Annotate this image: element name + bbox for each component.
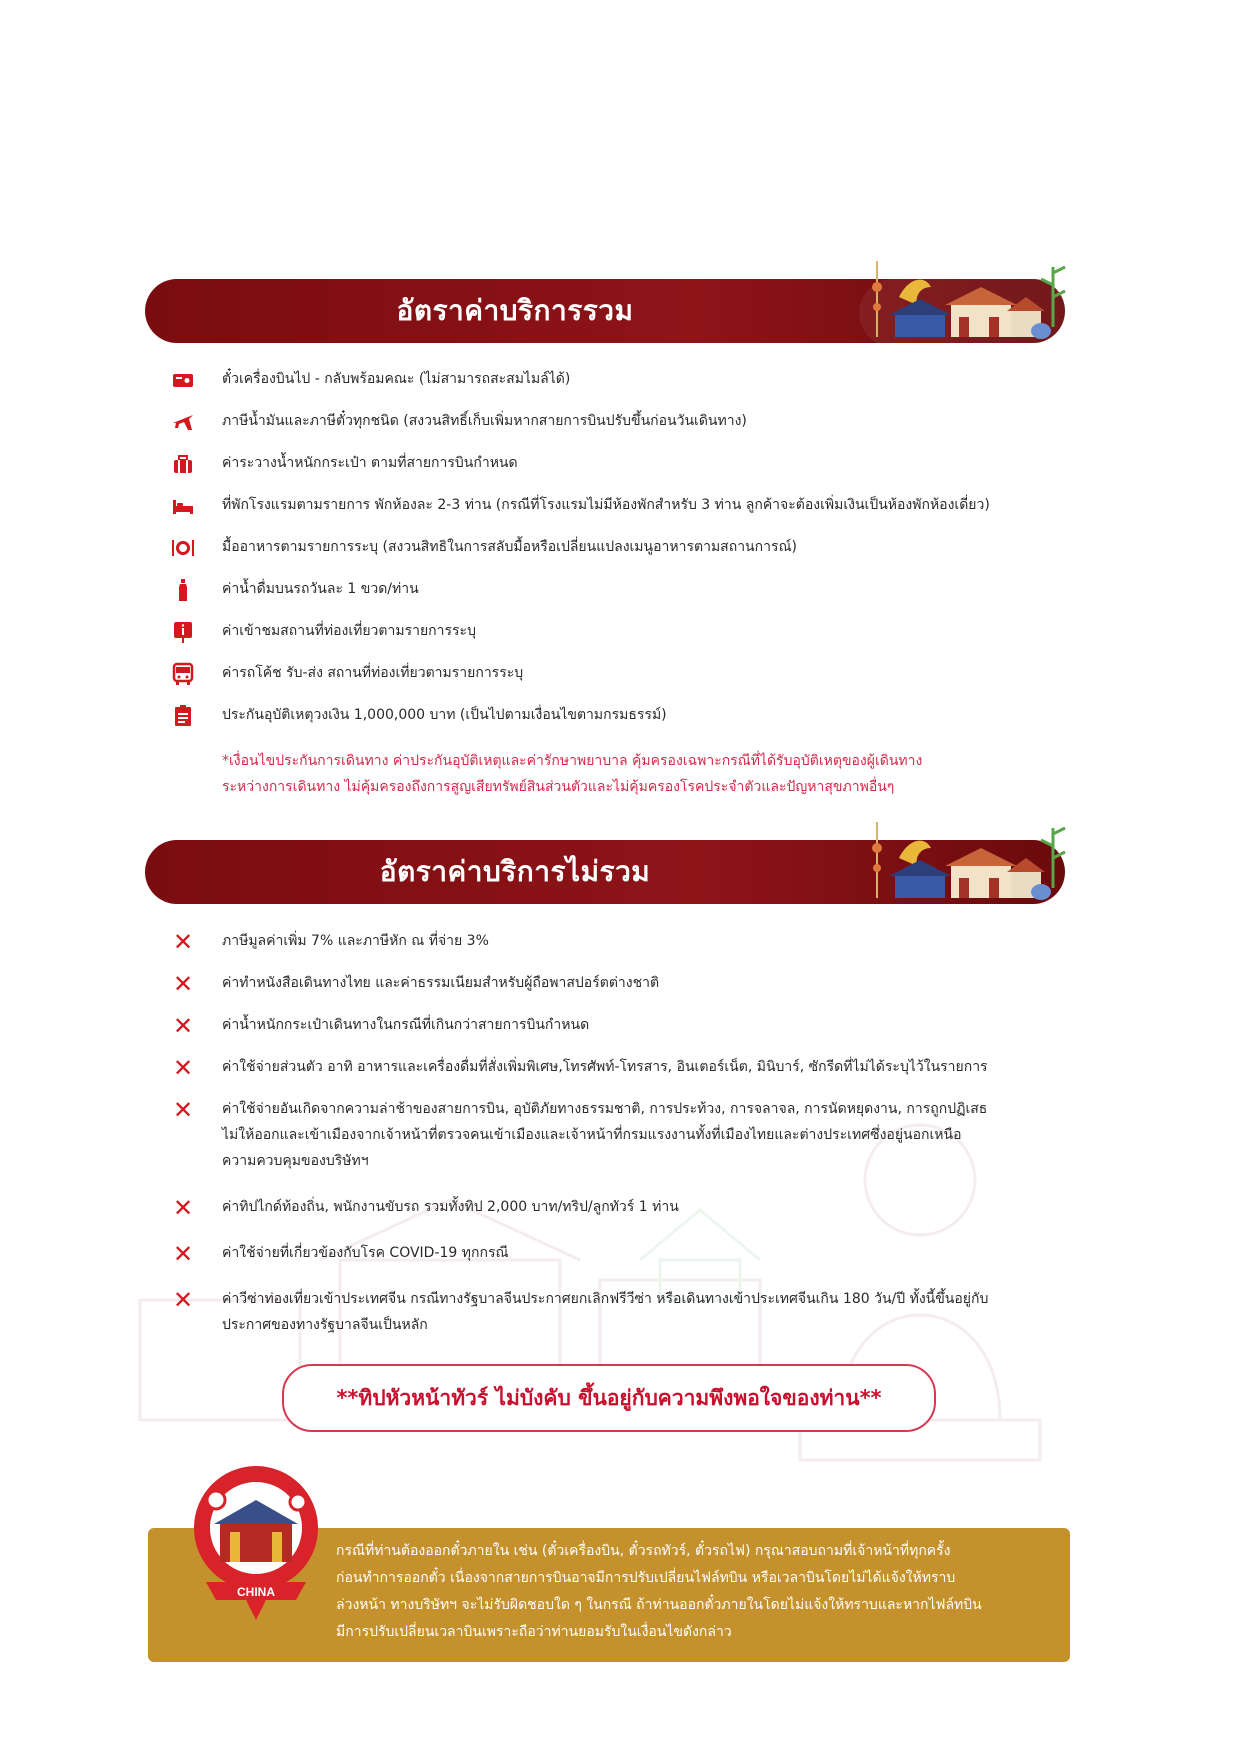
footer-line: ก่อนทำการออกตั๋ว เนื่องจากสายการบินอาจมีการปรับเปลี่ยนไฟล์ทบิน หรือเวลาบินโดยไม่ได้แจ้งให้ทราบ — [336, 1570, 956, 1586]
cross-icon: ✕ — [172, 1194, 194, 1222]
list-item — [170, 366, 1050, 392]
luggage-icon — [170, 452, 196, 476]
item-text: ค่าเข้าชมสถานที่ท่องเที่ยวตามรายการระบุ — [222, 623, 476, 639]
list-item — [170, 660, 1050, 686]
tip-notice-text: **ทิปหัวหน้าทัวร์ ไม่บังคับ ขึ้นอยู่กับความพึงพอใจของท่าน** — [336, 1385, 882, 1410]
item-text: ภาษีน้ำมันและภาษีตั๋วทุกชนิด (สงวนสิทธิ์เก็บเพิ่มหากสายการบินปรับขึ้นก่อนวันเดินทาง) — [222, 413, 747, 429]
item-text: ค่าใช้จ่ายอันเกิดจากความล่าช้าของสายการบิน, อุบัติภัยทางธรรมชาติ, การประท้วง, การจลาจล, การนัดหยุดงาน, การถูกปฏิเสธ — [222, 1101, 988, 1117]
note-line: ระหว่างการเดินทาง ไม่คุ้มครองถึงการสูญเสียทรัพย์สินส่วนตัวและไม่คุ้มครองโรคประจำตัวและปัญหาสุขภาพอื่นๆ — [222, 779, 895, 795]
insurance-note — [222, 748, 1042, 800]
china-landmarks-icon — [859, 818, 1071, 908]
list-item — [170, 1194, 1050, 1220]
excluded-banner — [145, 840, 1065, 904]
item-text: ค่าระวางน้ำหนักกระเป๋า ตามที่สายการบินกำหนด — [222, 455, 518, 471]
cross-icon: ✕ — [172, 1012, 194, 1040]
item-text: ค่าทำหนังสือเดินทางไทย และค่าธรรมเนียมสำหรับผู้ถือพาสปอร์ตต่างชาติ — [222, 975, 660, 991]
water-bottle-icon — [170, 578, 196, 602]
item-text: ค่าใช้จ่ายที่เกี่ยวข้องกับโรค COVID-19 ทุกกรณี — [222, 1245, 509, 1261]
meal-icon — [170, 536, 196, 560]
item-text: ค่าทิปไกด์ท้องถิ่น, พนักงานขับรถ รวมทั้งทิป 2,000 บาท/ทริป/ลูกทัวร์ 1 ท่าน — [222, 1199, 679, 1215]
note-line: *เงื่อนไขประกันการเดินทาง ค่าประกันอุบัติเหตุและค่ารักษาพยาบาล คุ้มครองเฉพาะกรณีที่ได้รับอุบัติเหตุของผู้เดินทาง — [222, 753, 923, 769]
tip-notice-box — [282, 1364, 936, 1432]
cross-icon: ✕ — [172, 1096, 194, 1124]
info-sign-icon — [170, 620, 196, 644]
included-title: อัตราค่าบริการรวม — [396, 294, 634, 327]
list-item — [170, 408, 1050, 434]
item-text: ตั๋วเครื่องบินไป - กลับพร้อมคณะ (ไม่สามารถสะสมไมล์ได้) — [222, 371, 571, 387]
item-text: ประกันอุบัติเหตุวงเงิน 1,000,000 บาท (เป็นไปตามเงื่อนไขตามกรมธรรม์) — [222, 707, 667, 723]
included-list — [170, 366, 1050, 744]
excluded-title: อัตราค่าบริการไม่รวม — [379, 855, 651, 888]
china-badge-icon — [186, 1460, 326, 1638]
item-text: ภาษีมูลค่าเพิ่ม 7% และภาษีหัก ณ ที่จ่าย 3% — [222, 933, 489, 949]
cross-icon: ✕ — [172, 1240, 194, 1268]
list-item — [170, 1240, 1050, 1266]
airplane-icon — [170, 410, 196, 434]
excluded-list — [170, 928, 1050, 1338]
item-text: ที่พักโรงแรมตามรายการ พักห้องละ 2-3 ท่าน (กรณีที่โรงแรมไม่มีห้องพักสำหรับ 3 ท่าน ลูกค้าจะต้องเพิ่มเงินเป็นห้องพักห้องเดี่ยว) — [222, 497, 990, 513]
list-item — [170, 618, 1050, 644]
list-item — [170, 1012, 1050, 1038]
list-item — [170, 534, 1050, 560]
item-text: มื้ออาหารตามรายการระบุ (สงวนสิทธิในการสลับมื้อหรือเปลี่ยนแปลงเมนูอาหารตามสถานการณ์) — [222, 539, 797, 555]
list-item — [170, 1096, 1050, 1174]
cross-icon: ✕ — [172, 970, 194, 998]
footer-line: กรณีที่ท่านต้องออกตั๋วภายใน เช่น (ตั๋วเครื่องบิน, ตั๋วรถทัวร์, ตั๋วรถไฟ) กรุณาสอบถามที่เจ้าหน้าที่ทุกครั้ง — [336, 1543, 951, 1559]
item-text: ค่าน้ำดื่มบนรถวันละ 1 ขวด/ท่าน — [222, 581, 419, 597]
item-text: ค่าน้ำหนักกระเป๋าเดินทางในกรณีที่เกินกว่าสายการบินกำหนด — [222, 1017, 590, 1033]
list-item — [170, 1054, 1050, 1080]
list-item — [170, 970, 1050, 996]
list-item — [170, 492, 1050, 518]
china-badge-label: CHINA — [237, 1585, 275, 1599]
item-text: ประกาศของทางรัฐบาลจีนเป็นหลัก — [222, 1317, 428, 1333]
item-text: ค่าใช้จ่ายส่วนตัว อาทิ อาหารและเครื่องดื่มที่สั่งเพิ่มพิเศษ,โทรศัพท์-โทรสาร, อินเตอร์เน็ต, มินิบาร์, ซักรีดที่ไม่ได้ระบุไว้ในรายการ — [222, 1059, 988, 1075]
cross-icon: ✕ — [172, 928, 194, 956]
bed-icon — [170, 494, 196, 518]
list-item — [170, 702, 1050, 728]
item-text: ค่ารถโค้ช รับ-ส่ง สถานที่ท่องเที่ยวตามรายการระบุ — [222, 665, 524, 681]
included-banner — [145, 279, 1065, 343]
china-landmarks-icon — [859, 257, 1071, 347]
footer-line: ล่วงหน้า ทางบริษัทฯ จะไม่รับผิดชอบใด ๆ ในกรณี ถ้าท่านออกตั๋วภายในโดยไม่แจ้งให้ทราบและหากไฟล์ทบิน — [336, 1597, 982, 1613]
ticket-icon — [170, 368, 196, 392]
cross-icon: ✕ — [172, 1054, 194, 1082]
list-item — [170, 1286, 1050, 1338]
item-text: ค่าวีซ่าท่องเที่ยวเข้าประเทศจีน กรณีทางรัฐบาลจีนประกาศยกเลิกฟรีวีซ่า หรือเดินทางเข้าประเทศจีนเกิน 180 วัน/ปี ทั้งนี้ขึ้นอยู่กับ — [222, 1291, 989, 1307]
list-item — [170, 450, 1050, 476]
cross-icon: ✕ — [172, 1286, 194, 1314]
item-text: ความควบคุมของบริษัทฯ — [222, 1153, 369, 1169]
bus-icon — [170, 662, 196, 686]
footer-line: มีการปรับเปลี่ยนเวลาบินเพราะถือว่าท่านยอมรับในเงื่อนไขดังกล่าว — [336, 1624, 732, 1640]
insurance-icon — [170, 704, 196, 728]
item-text: ไม่ให้ออกและเข้าเมืองจากเจ้าหน้าที่ตรวจคนเข้าเมืองและเจ้าหน้าที่กรมแรงงานทั้งที่เมืองไทยและต่างประเทศซึ่งอยู่นอกเหนือ — [222, 1127, 962, 1143]
list-item — [170, 576, 1050, 602]
list-item — [170, 928, 1050, 954]
footer-text — [336, 1538, 1056, 1646]
